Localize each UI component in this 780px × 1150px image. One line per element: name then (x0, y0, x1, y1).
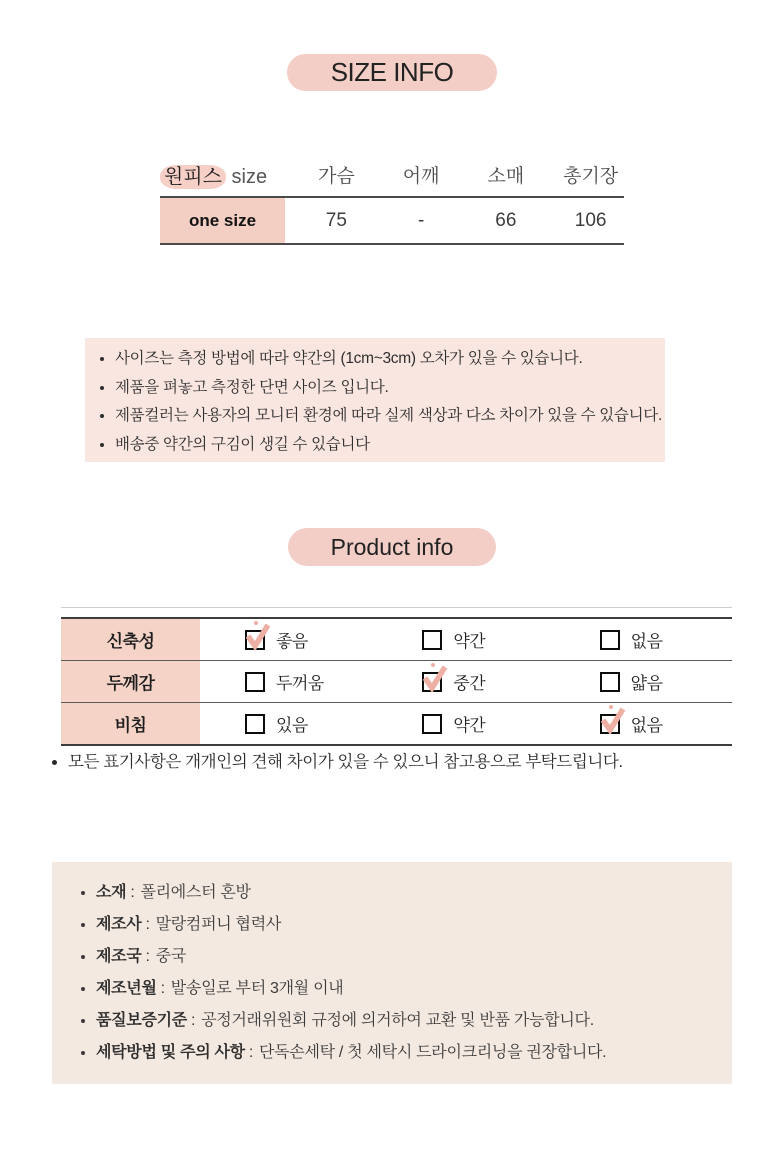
option-label: 약간 (453, 632, 486, 651)
detail-item-manufacturer: • 제조사 : 말랑컴퍼니 협력사 (96, 909, 732, 941)
option-label: 얇음 (630, 674, 663, 693)
option-label: 없음 (630, 716, 663, 735)
size-col-shoulder: 어깨 (402, 165, 440, 187)
detail-value: 중국 (155, 948, 186, 965)
option-label: 약간 (453, 716, 486, 735)
detail-item-care: • 세탁방법 및 주의 사항 : 단독손세탁 / 첫 세탁시 드라이크리닝을 권장합니다. (96, 1037, 732, 1069)
row-label: 비침 (61, 703, 200, 744)
checkbox-unchecked (600, 672, 620, 692)
size-notes-list (115, 345, 665, 459)
size-col-length: 총기장 (563, 165, 619, 187)
checkbox-unchecked (422, 630, 442, 650)
product-details-box (52, 862, 732, 1084)
row-label: 신축성 (61, 619, 200, 660)
table-row-thickness (61, 661, 732, 703)
option-cell (377, 703, 554, 744)
size-table-header-category (160, 160, 285, 189)
detail-value: 단독손세탁 / 첫 세탁시 드라이크리닝을 권장합니다. (259, 1044, 607, 1061)
size-value-sleeve: 66 (495, 209, 517, 231)
checkbox-checked (422, 672, 442, 692)
checkmark-icon (242, 620, 272, 650)
option-cell (200, 703, 377, 744)
category-highlight: 원피스 (160, 165, 226, 189)
option-label: 있음 (276, 716, 308, 735)
product-attribute-table (61, 617, 732, 746)
size-info-badge (287, 54, 497, 91)
product-table-top-rule (61, 607, 732, 608)
detail-item-warranty: • 품질보증기준 : 공정거래위원회 규정에 의거하여 교환 및 반품 가능합니다. (96, 1005, 732, 1037)
size-info-badge-label: SIZE INFO (330, 57, 454, 87)
checkmark-icon (419, 662, 449, 692)
disclaimer-list (68, 749, 732, 775)
table-row-elasticity (61, 619, 732, 661)
size-value-length: 106 (574, 209, 607, 231)
checkbox-unchecked (600, 630, 620, 650)
size-value-shoulder: - (417, 209, 425, 231)
size-notes-box (85, 338, 665, 462)
checkbox-unchecked (422, 714, 442, 734)
detail-item-country: • 제조국 : 중국 (96, 941, 732, 973)
checkbox-checked (600, 714, 620, 734)
checkbox-checked (245, 630, 265, 650)
option-cell (555, 703, 732, 744)
option-label: 좋음 (276, 632, 308, 651)
product-details-list (96, 877, 732, 1069)
checkmark-icon (597, 704, 627, 734)
detail-item-manufacture-date: • 제조년월 : 발송일로 부터 3개월 이내 (96, 973, 732, 1005)
detail-value: 공정거래위원회 규정에 의거하여 교환 및 반품 가능합니다. (201, 1012, 594, 1029)
table-row-sheerness (61, 703, 732, 744)
disclaimer-text: • 모든 표기사항은 개개인의 견해 차이가 있을 수 있으니 참고용으로 부탁드립니다. (68, 749, 732, 775)
row-label: 두께감 (61, 661, 200, 702)
size-col-chest: 가슴 (318, 165, 355, 187)
product-info-badge (288, 528, 496, 566)
option-label: 두꺼움 (276, 674, 324, 693)
category-suffix: size (225, 165, 268, 188)
option-label: 없음 (630, 632, 663, 651)
product-table-disclaimer (52, 749, 732, 775)
detail-value: 발송일로 부터 3개월 이내 (170, 980, 344, 997)
option-cell (377, 619, 554, 660)
size-value-chest: 75 (325, 209, 347, 231)
option-cell (200, 619, 377, 660)
size-table-row (160, 196, 624, 245)
size-note-item: • 제품컬러는 사용자의 모니터 환경에 따라 실제 색상과 다소 차이가 있을 수 있습니다. (115, 402, 665, 431)
size-note-item: • 배송중 약간의 구김이 생길 수 있습니다 (115, 431, 665, 460)
size-note-item: • 제품을 펴놓고 측정한 단면 사이즈 입니다. (115, 374, 665, 403)
option-cell (555, 661, 732, 702)
product-info-badge-label: Product info (330, 533, 454, 560)
detail-item-material: • 소재 : 폴리에스터 혼방 (96, 877, 732, 909)
size-table (160, 152, 624, 245)
size-row-label: one size (160, 198, 285, 243)
size-table-header (160, 152, 624, 196)
option-cell (377, 661, 554, 702)
checkbox-unchecked (245, 714, 265, 734)
detail-value: 폴리에스터 혼방 (140, 884, 251, 901)
option-cell (555, 619, 732, 660)
size-col-sleeve: 소매 (487, 165, 525, 187)
checkbox-unchecked (245, 672, 265, 692)
option-cell (200, 661, 377, 702)
option-label: 중간 (453, 674, 486, 693)
detail-value: 말랑컴퍼니 협력사 (155, 916, 282, 933)
size-note-item: • 사이즈는 측정 방법에 따라 약간의 (1cm~3cm) 오차가 있을 수 있습니다. (115, 345, 665, 374)
